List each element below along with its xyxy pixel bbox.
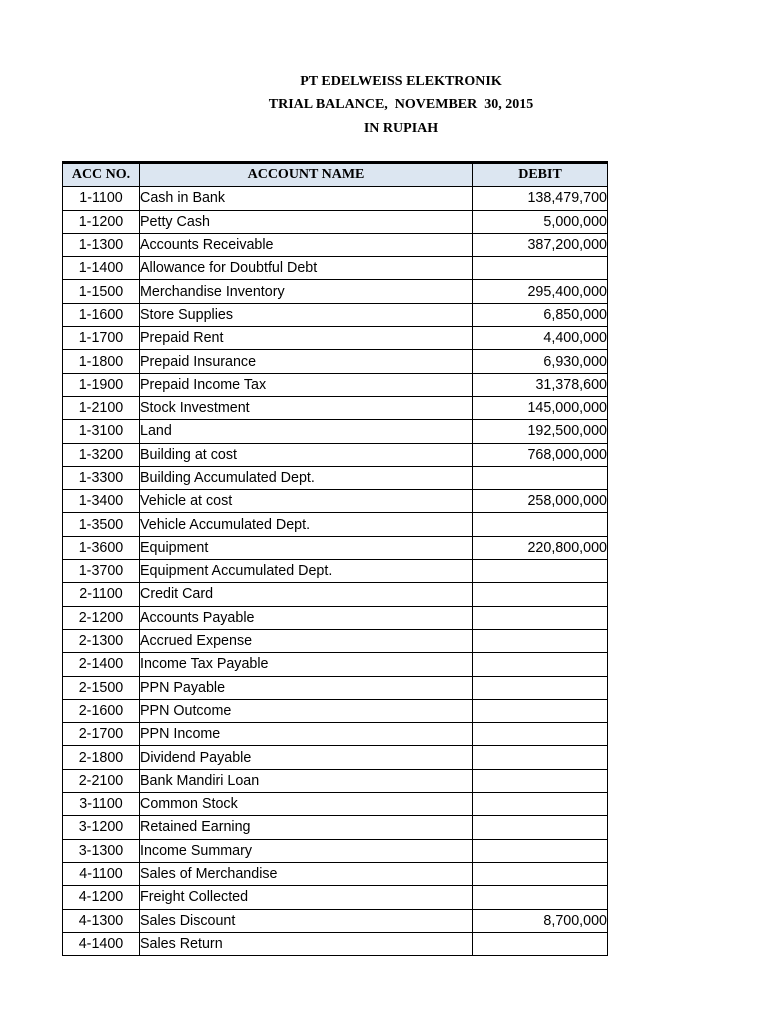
debit-cell <box>473 513 608 536</box>
debit-cell: 6,850,000 <box>473 303 608 326</box>
account-name-cell: Petty Cash <box>140 210 473 233</box>
debit-cell: 295,400,000 <box>473 280 608 303</box>
table-row <box>63 560 608 583</box>
account-number-cell: 1-1200 <box>63 210 140 233</box>
debit-cell: 31,378,600 <box>473 373 608 396</box>
account-number-cell: 1-2100 <box>63 396 140 419</box>
account-name-cell: Stock Investment <box>140 396 473 419</box>
debit-cell <box>473 606 608 629</box>
table-row <box>63 839 608 862</box>
account-number-cell: 2-1700 <box>63 723 140 746</box>
account-number-cell: 2-1600 <box>63 699 140 722</box>
table-row <box>63 909 608 932</box>
account-name-cell: Building at cost <box>140 443 473 466</box>
debit-cell <box>473 746 608 769</box>
column-header-account-name: ACCOUNT NAME <box>140 163 473 187</box>
table-row <box>63 350 608 373</box>
account-number-cell: 2-1400 <box>63 653 140 676</box>
debit-cell <box>473 839 608 862</box>
table-row <box>63 793 608 816</box>
debit-cell <box>473 723 608 746</box>
account-number-cell: 2-2100 <box>63 769 140 792</box>
account-name-cell: Common Stock <box>140 793 473 816</box>
table-row <box>63 816 608 839</box>
table-body <box>63 187 608 956</box>
account-name-cell: Prepaid Rent <box>140 327 473 350</box>
table-row <box>63 490 608 513</box>
account-name-cell: Vehicle Accumulated Dept. <box>140 513 473 536</box>
account-number-cell: 4-1300 <box>63 909 140 932</box>
account-name-cell: Sales of Merchandise <box>140 862 473 885</box>
table-row <box>63 862 608 885</box>
account-name-cell: Prepaid Income Tax <box>140 373 473 396</box>
account-name-cell: PPN Income <box>140 723 473 746</box>
account-number-cell: 1-1100 <box>63 187 140 210</box>
account-number-cell: 2-1200 <box>63 606 140 629</box>
table-row <box>63 303 608 326</box>
account-number-cell: 1-3200 <box>63 443 140 466</box>
table-row <box>63 466 608 489</box>
debit-cell <box>473 560 608 583</box>
table-row <box>63 187 608 210</box>
account-name-cell: Freight Collected <box>140 886 473 909</box>
debit-cell <box>473 676 608 699</box>
table-row <box>63 676 608 699</box>
account-number-cell: 1-1900 <box>63 373 140 396</box>
debit-cell <box>473 699 608 722</box>
table-row <box>63 769 608 792</box>
debit-cell <box>473 932 608 955</box>
table-row <box>63 629 608 652</box>
account-name-cell: Bank Mandiri Loan <box>140 769 473 792</box>
table-row <box>63 373 608 396</box>
account-name-cell: Credit Card <box>140 583 473 606</box>
debit-cell: 138,479,700 <box>473 187 608 210</box>
account-number-cell: 1-3600 <box>63 536 140 559</box>
account-number-cell: 1-1500 <box>63 280 140 303</box>
debit-cell: 768,000,000 <box>473 443 608 466</box>
account-number-cell: 1-3100 <box>63 420 140 443</box>
account-name-cell: Land <box>140 420 473 443</box>
column-header-debit: DEBIT <box>473 163 608 187</box>
debit-cell <box>473 653 608 676</box>
account-name-cell: Store Supplies <box>140 303 473 326</box>
debit-cell <box>473 886 608 909</box>
account-number-cell: 1-3500 <box>63 513 140 536</box>
debit-cell <box>473 466 608 489</box>
account-number-cell: 3-1200 <box>63 816 140 839</box>
account-name-cell: Income Tax Payable <box>140 653 473 676</box>
table-row <box>63 746 608 769</box>
account-name-cell: Accounts Receivable <box>140 233 473 256</box>
account-number-cell: 2-1100 <box>63 583 140 606</box>
account-number-cell: 1-1700 <box>63 327 140 350</box>
table-row <box>63 932 608 955</box>
table-row <box>63 723 608 746</box>
table-row <box>63 699 608 722</box>
debit-cell <box>473 862 608 885</box>
column-header-acc-no: ACC NO. <box>63 163 140 187</box>
account-name-cell: Merchandise Inventory <box>140 280 473 303</box>
account-number-cell: 1-3400 <box>63 490 140 513</box>
table-row <box>63 653 608 676</box>
table-row <box>63 280 608 303</box>
account-name-cell: Income Summary <box>140 839 473 862</box>
account-number-cell: 1-3300 <box>63 466 140 489</box>
account-name-cell: Cash in Bank <box>140 187 473 210</box>
account-number-cell: 4-1400 <box>63 932 140 955</box>
account-name-cell: Equipment Accumulated Dept. <box>140 560 473 583</box>
account-number-cell: 1-3700 <box>63 560 140 583</box>
account-number-cell: 3-1300 <box>63 839 140 862</box>
report-title: TRIAL BALANCE, NOVEMBER 30, 2015 <box>268 97 534 113</box>
debit-cell <box>473 583 608 606</box>
account-name-cell: Sales Return <box>140 932 473 955</box>
account-number-cell: 2-1800 <box>63 746 140 769</box>
account-number-cell: 4-1200 <box>63 886 140 909</box>
trial-balance-table <box>62 161 608 956</box>
account-name-cell: Vehicle at cost <box>140 490 473 513</box>
account-name-cell: Accrued Expense <box>140 629 473 652</box>
debit-cell <box>473 257 608 280</box>
debit-cell: 258,000,000 <box>473 490 608 513</box>
table-row <box>63 443 608 466</box>
debit-cell: 4,400,000 <box>473 327 608 350</box>
debit-cell: 6,930,000 <box>473 350 608 373</box>
table-row <box>63 886 608 909</box>
account-name-cell: Accounts Payable <box>140 606 473 629</box>
debit-cell <box>473 629 608 652</box>
table-row <box>63 606 608 629</box>
table-row <box>63 257 608 280</box>
table-row <box>63 583 608 606</box>
report-header <box>0 70 768 140</box>
account-number-cell: 2-1300 <box>63 629 140 652</box>
account-number-cell: 1-1300 <box>63 233 140 256</box>
account-name-cell: PPN Payable <box>140 676 473 699</box>
account-name-cell: Prepaid Insurance <box>140 350 473 373</box>
debit-cell: 220,800,000 <box>473 536 608 559</box>
debit-cell <box>473 793 608 816</box>
debit-cell <box>473 769 608 792</box>
table-row <box>63 536 608 559</box>
debit-cell <box>473 816 608 839</box>
table-header-row <box>63 163 608 187</box>
debit-cell: 192,500,000 <box>473 420 608 443</box>
table-row <box>63 233 608 256</box>
table-row <box>63 513 608 536</box>
debit-cell: 8,700,000 <box>473 909 608 932</box>
table-row <box>63 396 608 419</box>
table-row <box>63 420 608 443</box>
account-name-cell: Allowance for Doubtful Debt <box>140 257 473 280</box>
account-name-cell: Sales Discount <box>140 909 473 932</box>
debit-cell: 387,200,000 <box>473 233 608 256</box>
account-name-cell: PPN Outcome <box>140 699 473 722</box>
table-row <box>63 327 608 350</box>
account-name-cell: Retained Earning <box>140 816 473 839</box>
account-number-cell: 1-1600 <box>63 303 140 326</box>
debit-cell: 5,000,000 <box>473 210 608 233</box>
account-number-cell: 3-1100 <box>63 793 140 816</box>
debit-cell: 145,000,000 <box>473 396 608 419</box>
account-name-cell: Dividend Payable <box>140 746 473 769</box>
account-number-cell: 2-1500 <box>63 676 140 699</box>
currency-label: IN RUPIAH <box>363 120 439 136</box>
account-name-cell: Equipment <box>140 536 473 559</box>
account-name-cell: Building Accumulated Dept. <box>140 466 473 489</box>
account-number-cell: 4-1100 <box>63 862 140 885</box>
account-number-cell: 1-1400 <box>63 257 140 280</box>
table-row <box>63 210 608 233</box>
company-name: PT EDELWEISS ELEKTRONIK <box>300 74 502 89</box>
account-number-cell: 1-1800 <box>63 350 140 373</box>
